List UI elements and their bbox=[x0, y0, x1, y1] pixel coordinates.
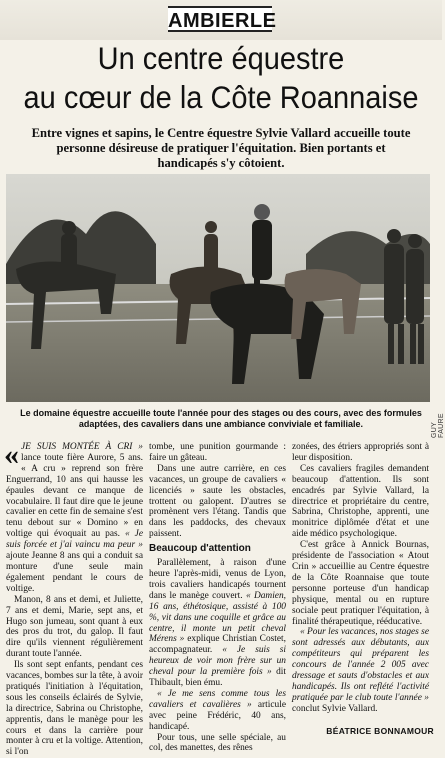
section-label: AMBIERLE bbox=[168, 6, 272, 32]
article-body bbox=[4, 438, 436, 758]
quote: « Damien, 16 ans, éthétosique, assisté à 100 %, vit dans une coquille et grâce au centre, il monte un petit cheval Mérens » bbox=[149, 590, 286, 645]
text: articule avec peine Frédéric, 40 ans, handicapé. bbox=[149, 699, 287, 732]
text: explique Christian Costet, accompagnateur. bbox=[149, 634, 286, 656]
paragraph: Ces cavaliers fragiles demandent beaucoup d'attention. Ils sont encadrés par Sylvie Vallard, la directrice et propriétaire du centre, Sabrina, Christophe, apprenti, une monitrice diplômée d'état et une aide médico psychologique. bbox=[292, 463, 429, 540]
quote: « Pour les vacances, nos stages se sont adressés aux débutants, aux compétiteurs qui préparent les concours de l'année 2 005 avec dressage et sauts d'obstacles et aux handicapés. Ils ont reflété l'activité pratiquée par le club toute l'année » bbox=[292, 627, 429, 703]
column-1 bbox=[4, 438, 143, 758]
column-2 bbox=[149, 442, 287, 754]
photo-credit: GUY FAURE bbox=[431, 413, 445, 438]
paragraph: zonées, des étriers appropriés sont à leur disposition. bbox=[292, 442, 429, 463]
text: lance toute fière Aurore, 5 ans. « A cru » reprend son frère Enguerrand, 10 ans qui hausse les épaules devant ce manque de vocabulaire. Il faut dire que le jeune cavalier en cette fin de semaine s'est tenu debout sur « Domino » en voltige qui évoquait au pas. bbox=[6, 452, 143, 540]
paragraph: Ils sont sept enfants, pendant ces vacances, bombes sur la tête, à avoir pratiqués l'initiation à l'équitation, sous les conseils éclairés de Sylvie, la directrice, Sabrina ou Christophe, apprentis, dans le manège pour les cours et dans la carrière pour monter à cru et la voltige. Attention, si l'on bbox=[6, 660, 143, 758]
quote: JE SUIS MONTÉE À CRI » bbox=[21, 442, 143, 452]
column-3 bbox=[292, 442, 429, 734]
paragraph bbox=[4, 438, 143, 595]
text: conclut Sylvie Vallard. bbox=[292, 703, 378, 714]
paragraph: tombe, une punition gourmande : faire un gâteau. bbox=[149, 442, 286, 463]
open-quote-mark: « bbox=[4, 438, 19, 471]
paragraph bbox=[149, 689, 286, 733]
riders-photo-illustration bbox=[6, 174, 430, 402]
paragraph: Manon, 8 ans et demi, et Juliette, 7 ans et demi, Marie, sept ans, et Hugo son jumeau, sont quant à eux des pros du trot, du galop. Il faut dire qu'ils viennent régulièrement durant toute l'année. bbox=[6, 594, 143, 660]
text: Parallèlement, à raison d'une heure l'après-midi, venus de Lyon, trois cavaliers handicapés tournent dans le manège couvert. bbox=[149, 558, 286, 601]
article-photo bbox=[6, 174, 430, 402]
photo-caption: Le domaine équestre accueille toute l'année pour des stages ou des cours, avec des formules adaptées, des cavaliers dans une ambiance conviviale et familiale. bbox=[20, 408, 422, 429]
lead-paragraph: Entre vignes et sapins, le Centre équestre Sylvie Vallard accueille toute personne désireuse de pratiquer l'équitation. Bien portants et handicapés s'y côtoient. bbox=[31, 126, 411, 170]
quote: « Je me sens comme tous les cavaliers et cavalières » bbox=[149, 688, 286, 710]
paragraph bbox=[149, 558, 286, 689]
paragraph: C'est grâce à Annick Bournas, présidente de l'association « Atout Crin » accueillie au Centre équestre de la Côte Roannaise que toute personne porteuse d'un handicap physique, mental ou en rupture sociale peut pratiquer l'équitation, à finalité thérapeutique, rééducative. bbox=[292, 540, 429, 627]
paragraph bbox=[292, 627, 429, 714]
quote: « Je suis si heureux de voir mon frère sur un cheval pour la première fois » bbox=[149, 645, 287, 678]
headline bbox=[10, 40, 432, 118]
subheading: Beaucoup d'attention bbox=[149, 543, 251, 555]
text: ajoute Jeanne 8 ans qui a conduit sa monture d'une seule main également pendant le cours de voltige. bbox=[6, 551, 143, 594]
paragraph: Dans une autre carrière, en ces vacances, un groupe de cavaliers « licenciés » saute les obstacles, trottent ou galopent. D'autres se promènent vers l'étang. Tandis que dans les paddocks, des chevaux paissent. bbox=[149, 463, 286, 540]
headline-line-2: au cœur de la Côte Roannaise bbox=[23, 81, 419, 116]
paragraph: Pour tous, une selle spéciale, au col, des manettes, des rênes bbox=[149, 732, 286, 754]
author-signature: BÉATRICE BONNAMOUR bbox=[326, 726, 434, 736]
headline-line-1: Un centre équestre bbox=[97, 42, 345, 77]
quote: « Je suis forcée et j'ai vaincu ma peur » bbox=[6, 529, 143, 551]
text: dit Thibault, bien ému. bbox=[149, 667, 286, 689]
